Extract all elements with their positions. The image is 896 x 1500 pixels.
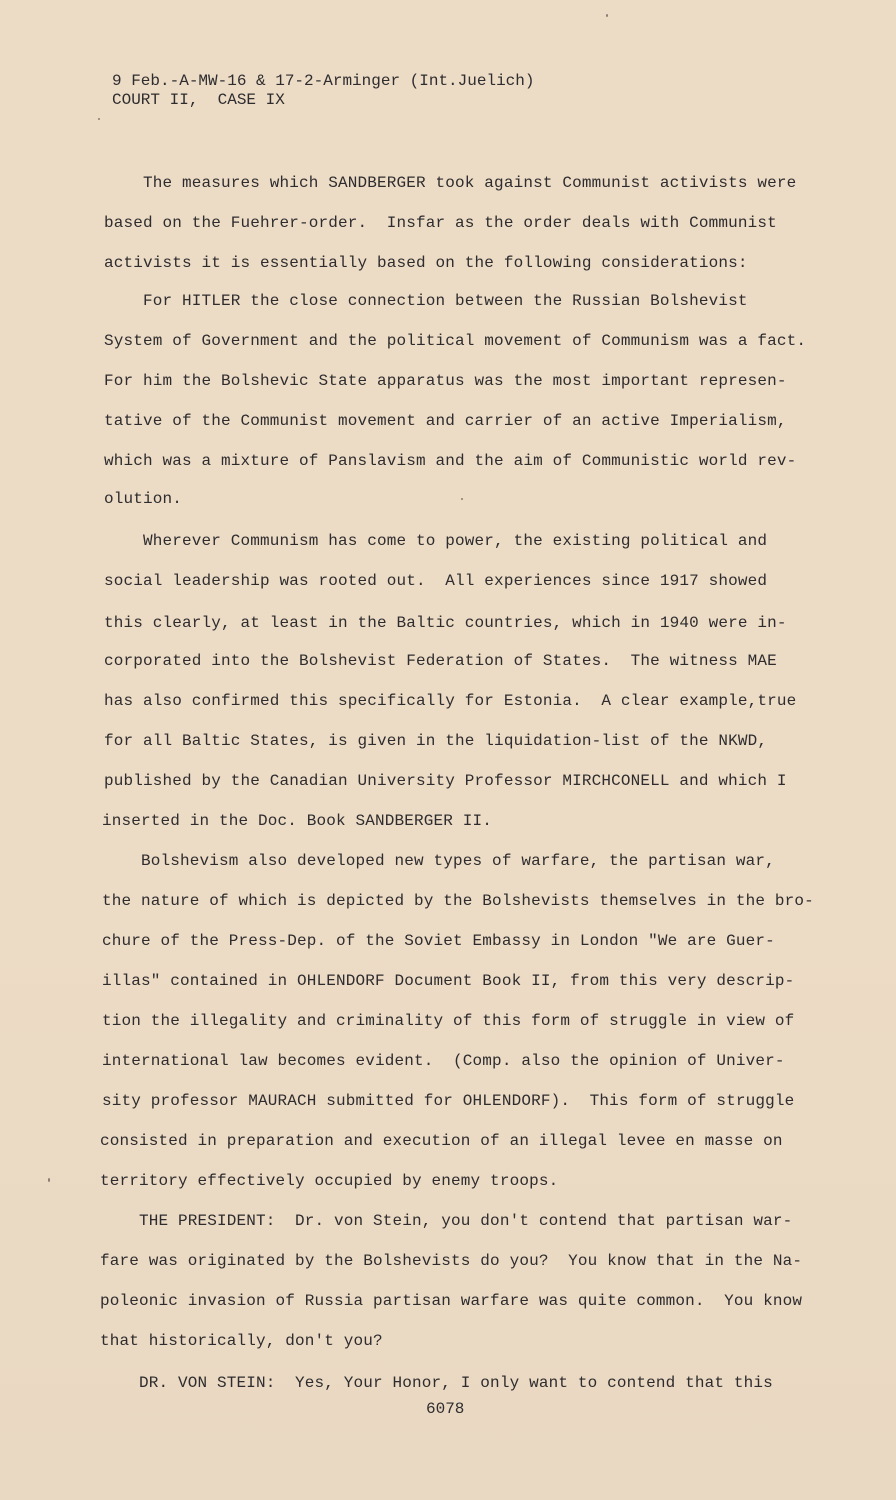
transcript-line: which was a mixture of Panslavism and the aim of Communistic world rev- (104, 452, 797, 470)
header-court-line: COURT II, CASE IX (112, 91, 285, 109)
transcript-line: tion the illegality and criminality of this form of struggle in view of (102, 1012, 795, 1030)
transcript-line: The measures which SANDBERGER took against Communist activists were (104, 174, 797, 192)
document-header (112, 72, 534, 110)
transcript-line: sity professor MAURACH submitted for OHLENDORF). This form of struggle (102, 1092, 795, 1110)
transcript-line: Bolshevism also developed new types of warfare, the partisan war, (102, 852, 775, 870)
transcript-line: corporated into the Bolshevist Federation of States. The witness MAE (104, 652, 777, 670)
transcript-line: illas" contained in OHLENDORF Document Book II, from this very descrip- (102, 972, 795, 990)
transcript-line: this clearly, at least in the Baltic countries, which in 1940 were in- (104, 614, 787, 632)
transcript-line: territory effectively occupied by enemy troops. (100, 1172, 559, 1190)
transcript-line: Wherever Communism has come to power, the existing political and (104, 532, 768, 550)
transcript-line: social leadership was rooted out. All experiences since 1917 showed (104, 572, 768, 590)
transcript-line: tative of the Communist movement and carrier of an active Imperialism, (104, 412, 787, 430)
transcript-line: activists it is essentially based on the following considerations: (104, 254, 748, 272)
transcript-line: poleonic invasion of Russia partisan warfare was quite common. You know (100, 1292, 803, 1310)
paper-speck (48, 1178, 50, 1182)
transcript-line: THE PRESIDENT: Dr. von Stein, you don't contend that partisan war- (100, 1212, 793, 1230)
transcript-line: international law becomes evident. (Comp. also the opinion of Univer- (102, 1052, 785, 1070)
paper-speck (461, 498, 463, 500)
transcript-line: DR. VON STEIN: Yes, Your Honor, I only want to contend that this (100, 1374, 773, 1392)
transcript-line: has also confirmed this specifically for Estonia. A clear example,true (104, 692, 797, 710)
paper-speck (98, 118, 100, 120)
transcript-line: that historically, don't you? (100, 1332, 383, 1350)
transcript-line: For HITLER the close connection between the Russian Bolshevist (104, 292, 748, 310)
transcript-line: olution. (104, 490, 183, 508)
transcript-line: published by the Canadian University Professor MIRCHCONELL and which I (104, 772, 787, 790)
paper-speck (606, 14, 608, 17)
transcript-line: inserted in the Doc. Book SANDBERGER II. (102, 812, 493, 830)
header-session-line: 9 Feb.-A-MW-16 & 17-2-Arminger (Int.Juelich) (112, 72, 535, 90)
transcript-line: based on the Fuehrer-order. Insfar as the order deals with Communist (104, 214, 777, 232)
transcript-line: fare was originated by the Bolshevists do you? You know that in the Na- (100, 1252, 803, 1270)
transcript-line: System of Government and the political movement of Communism was a fact. (104, 332, 807, 350)
page-number: 6078 (426, 1400, 465, 1418)
transcript-line: for all Baltic States, is given in the liquidation-list of the NKWD, (104, 732, 768, 750)
transcript-line: consisted in preparation and execution of an illegal levee en masse on (100, 1132, 783, 1150)
transcript-line: For him the Bolshevic State apparatus was the most important represen- (104, 372, 787, 390)
transcript-line: the nature of which is depicted by the Bolshevists themselves in the bro- (102, 892, 814, 910)
transcript-line: chure of the Press-Dep. of the Soviet Embassy in London "We are Guer- (102, 932, 775, 950)
